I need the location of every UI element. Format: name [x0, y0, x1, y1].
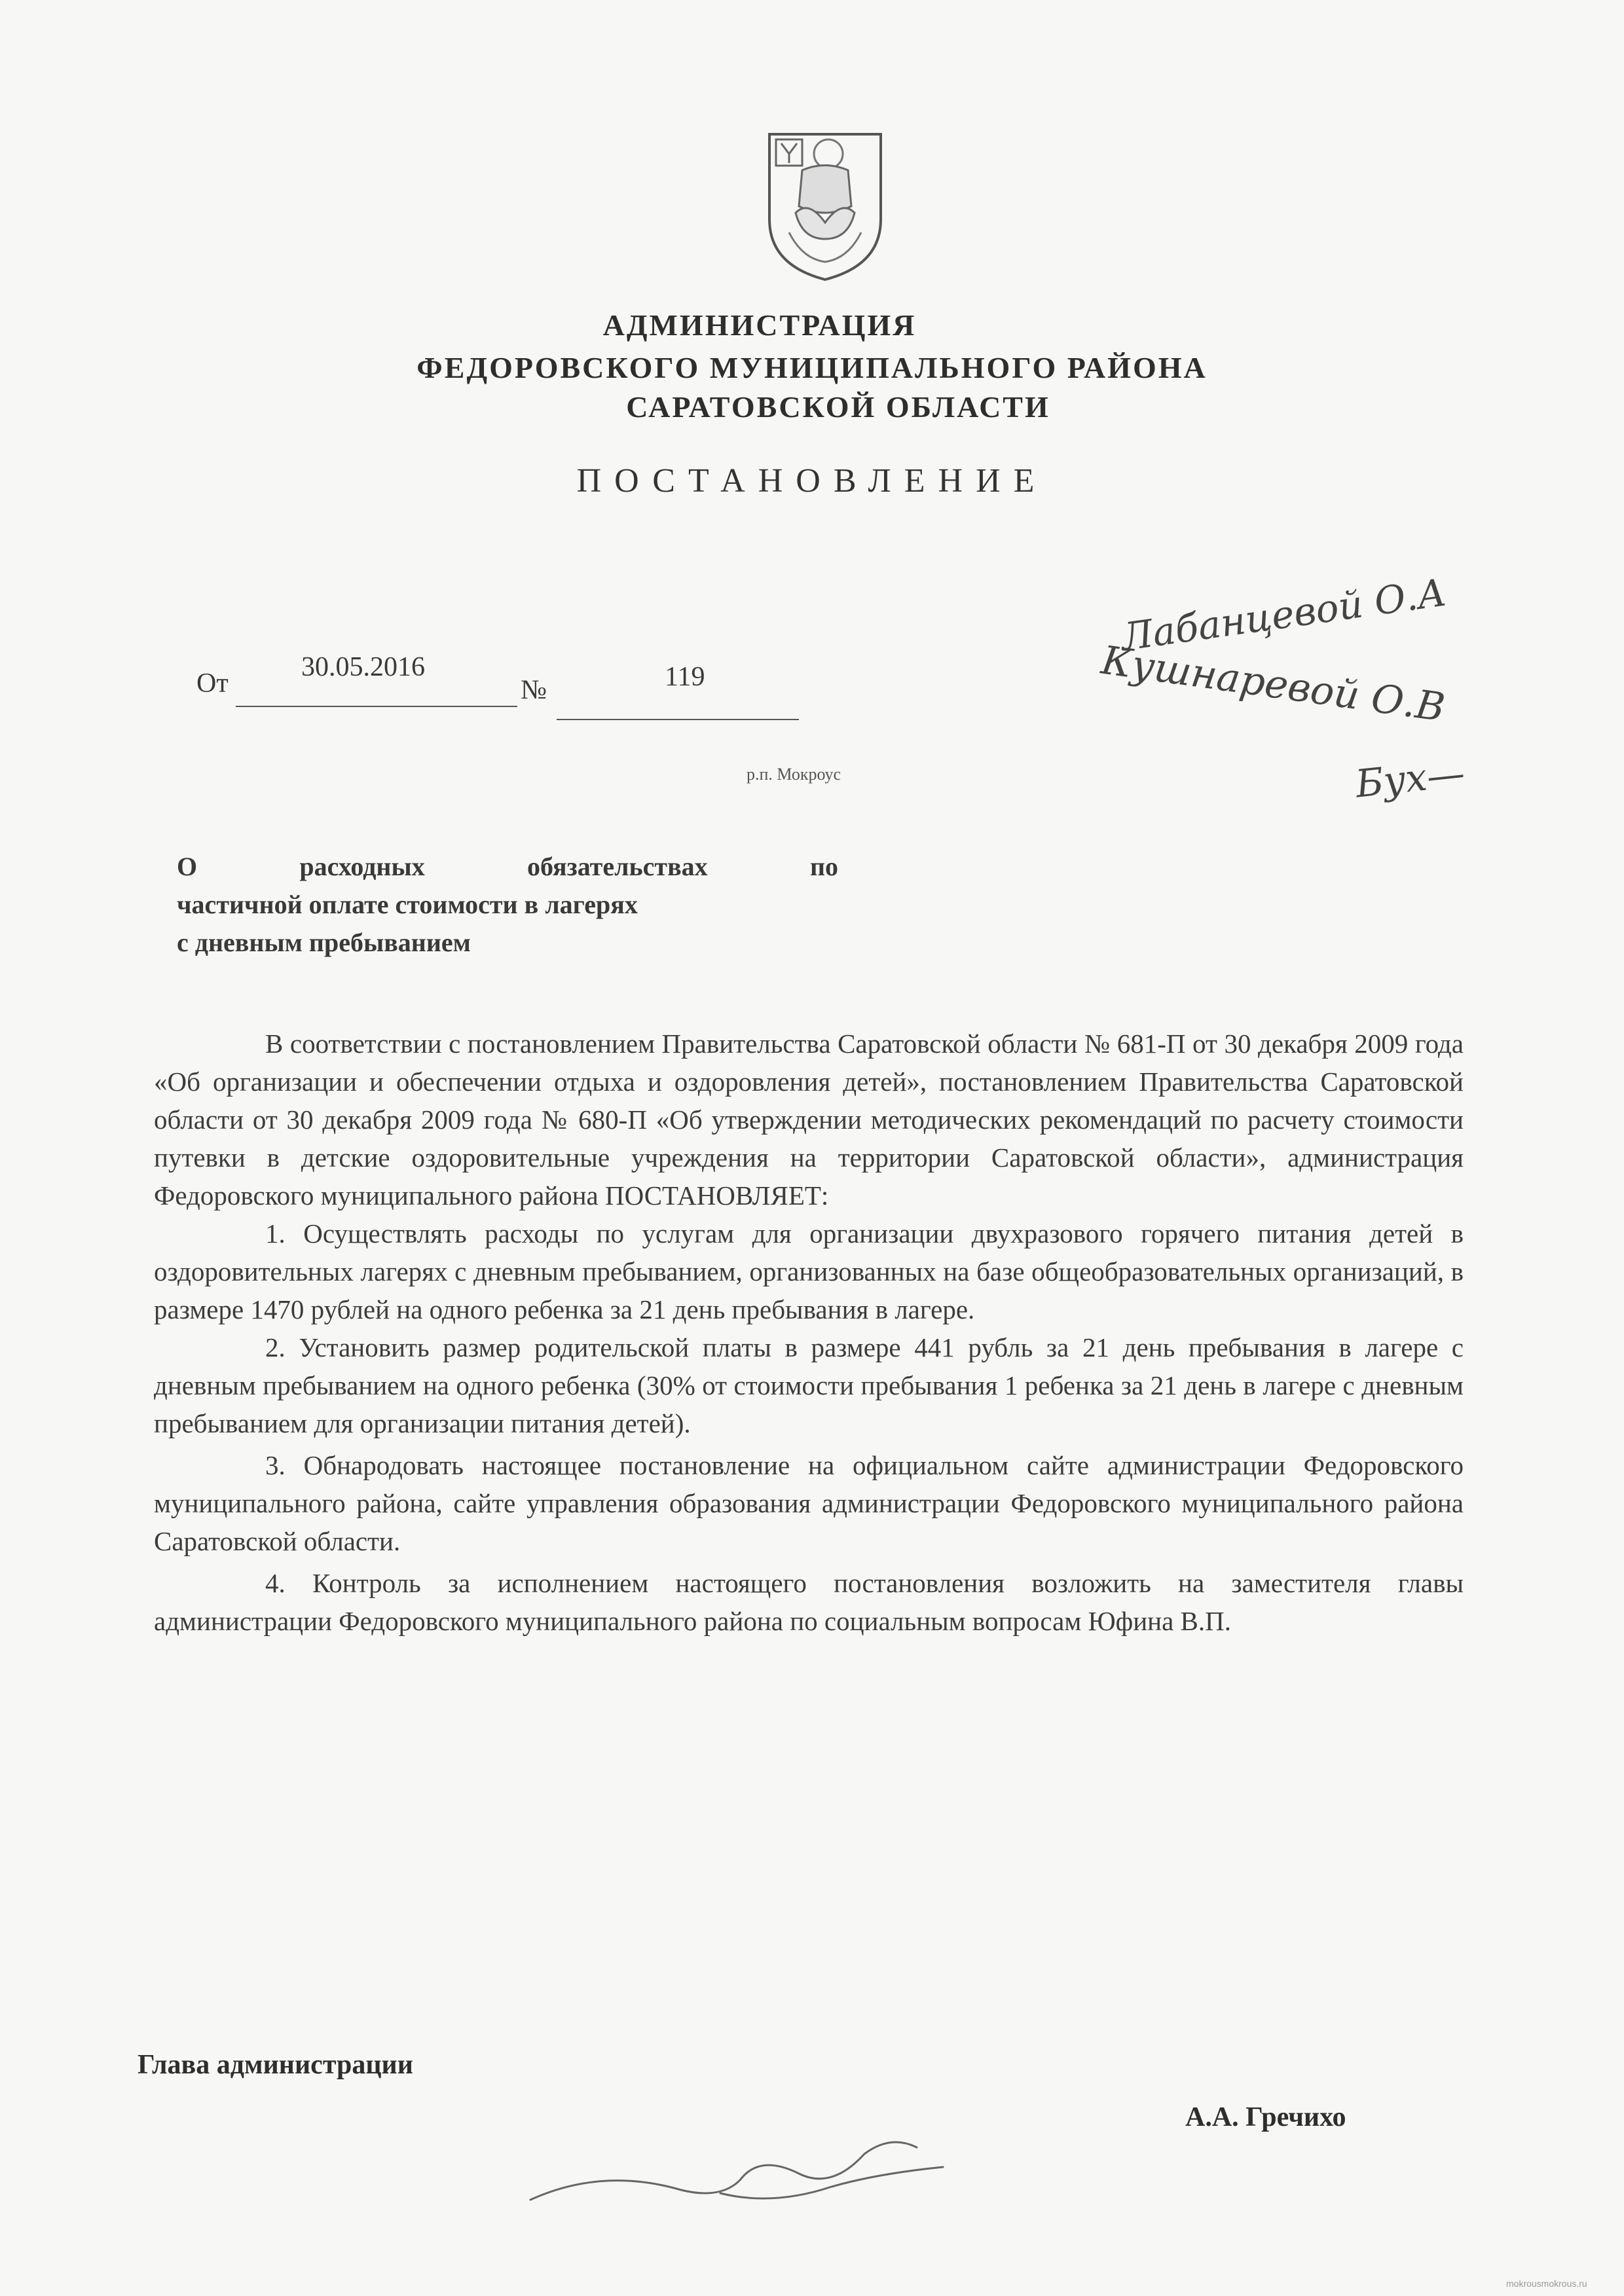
document-date: 30.05.2016	[301, 652, 425, 682]
handwritten-note-1: Лабанцевой О.А	[1118, 570, 1449, 660]
item-2-paragraph: 2. Установить размер родительской платы в размере 441 рубль за 21 день пребывания в лагере с дневным пребыванием на одного ребенка (30% от стоимости пребывания 1 ребенка за 21 день в лагере с дневным пребыванием для организации питания детей).	[154, 1332, 1464, 1438]
number-underline	[557, 719, 799, 720]
date-underline	[236, 706, 517, 707]
handwritten-note-2: Кушнаревой О.В	[1098, 637, 1448, 731]
handwritten-signature	[524, 2128, 950, 2213]
org-name-line3: САРАТОВСКОЙ ОБЛАСТИ	[626, 390, 1050, 424]
watermark: mokrousmokrous.ru	[1506, 2278, 1587, 2289]
handwritten-note-3: Бух—	[1353, 750, 1467, 807]
document-type: ПОСТАНОВЛЕНИЕ	[576, 462, 1048, 500]
preamble-paragraph: В соответствии с постановлением Правительства Саратовской области № 681-П от 30 декабря 2009 года «Об организации и обеспечении отдыха и оздоровления детей», постановлением Правительства Саратовской области от 30 декабря 2009 года № 680-П «Об утверждении методических рекомендаций по расчету стоимости путевки в детские оздоровительные учреждения на территории Саратовской области», администрация Федоровского муниципального района ПОСТАНОВЛЯЕТ:	[154, 1029, 1464, 1211]
org-name-line2: ФЕДОРОВСКОГО МУНИЦИПАЛЬНОГО РАЙОНА	[416, 351, 1208, 384]
document-number: 119	[665, 662, 705, 692]
coat-of-arms-icon	[763, 108, 887, 285]
document-place: р.п. Мокроус	[747, 765, 841, 784]
number-label: №	[521, 675, 547, 705]
date-label: От	[196, 668, 229, 699]
org-name-line1: АДМИНИСТРАЦИЯ	[602, 308, 917, 342]
signatory-name: А.А. Гречихо	[1185, 2102, 1346, 2132]
subject-line-3: с дневным пребыванием	[177, 928, 471, 957]
item-1-paragraph: 1. Осуществлять расходы по услугам для организации двухразового горячего питания детей в оздоровительных лагерях с дневным пребыванием, организованных на базе общеобразовательных организаций, в размере 1470 рублей на одного ребенка за 21 день пребывания в лагере.	[154, 1218, 1464, 1324]
document-body	[154, 1025, 1464, 1640]
item-4-paragraph: 4. Контроль за исполнением настоящего постановления возложить на заместителя главы администрации Федоровского муниципального района по социальным вопросам Юфина В.П.	[154, 1568, 1464, 1636]
subject-line-2: частичной оплате стоимости в лагерях	[177, 890, 638, 919]
item-3-paragraph: 3. Обнародовать настоящее постановление на официальном сайте администрации Федоровского муниципального района, сайте управления образования администрации Федоровского муниципального района Саратовской области.	[154, 1450, 1464, 1556]
subject-line-1: О расходных обязательствах по	[177, 852, 838, 881]
document-subject	[177, 848, 838, 962]
signatory-title: Глава администрации	[138, 2050, 413, 2080]
